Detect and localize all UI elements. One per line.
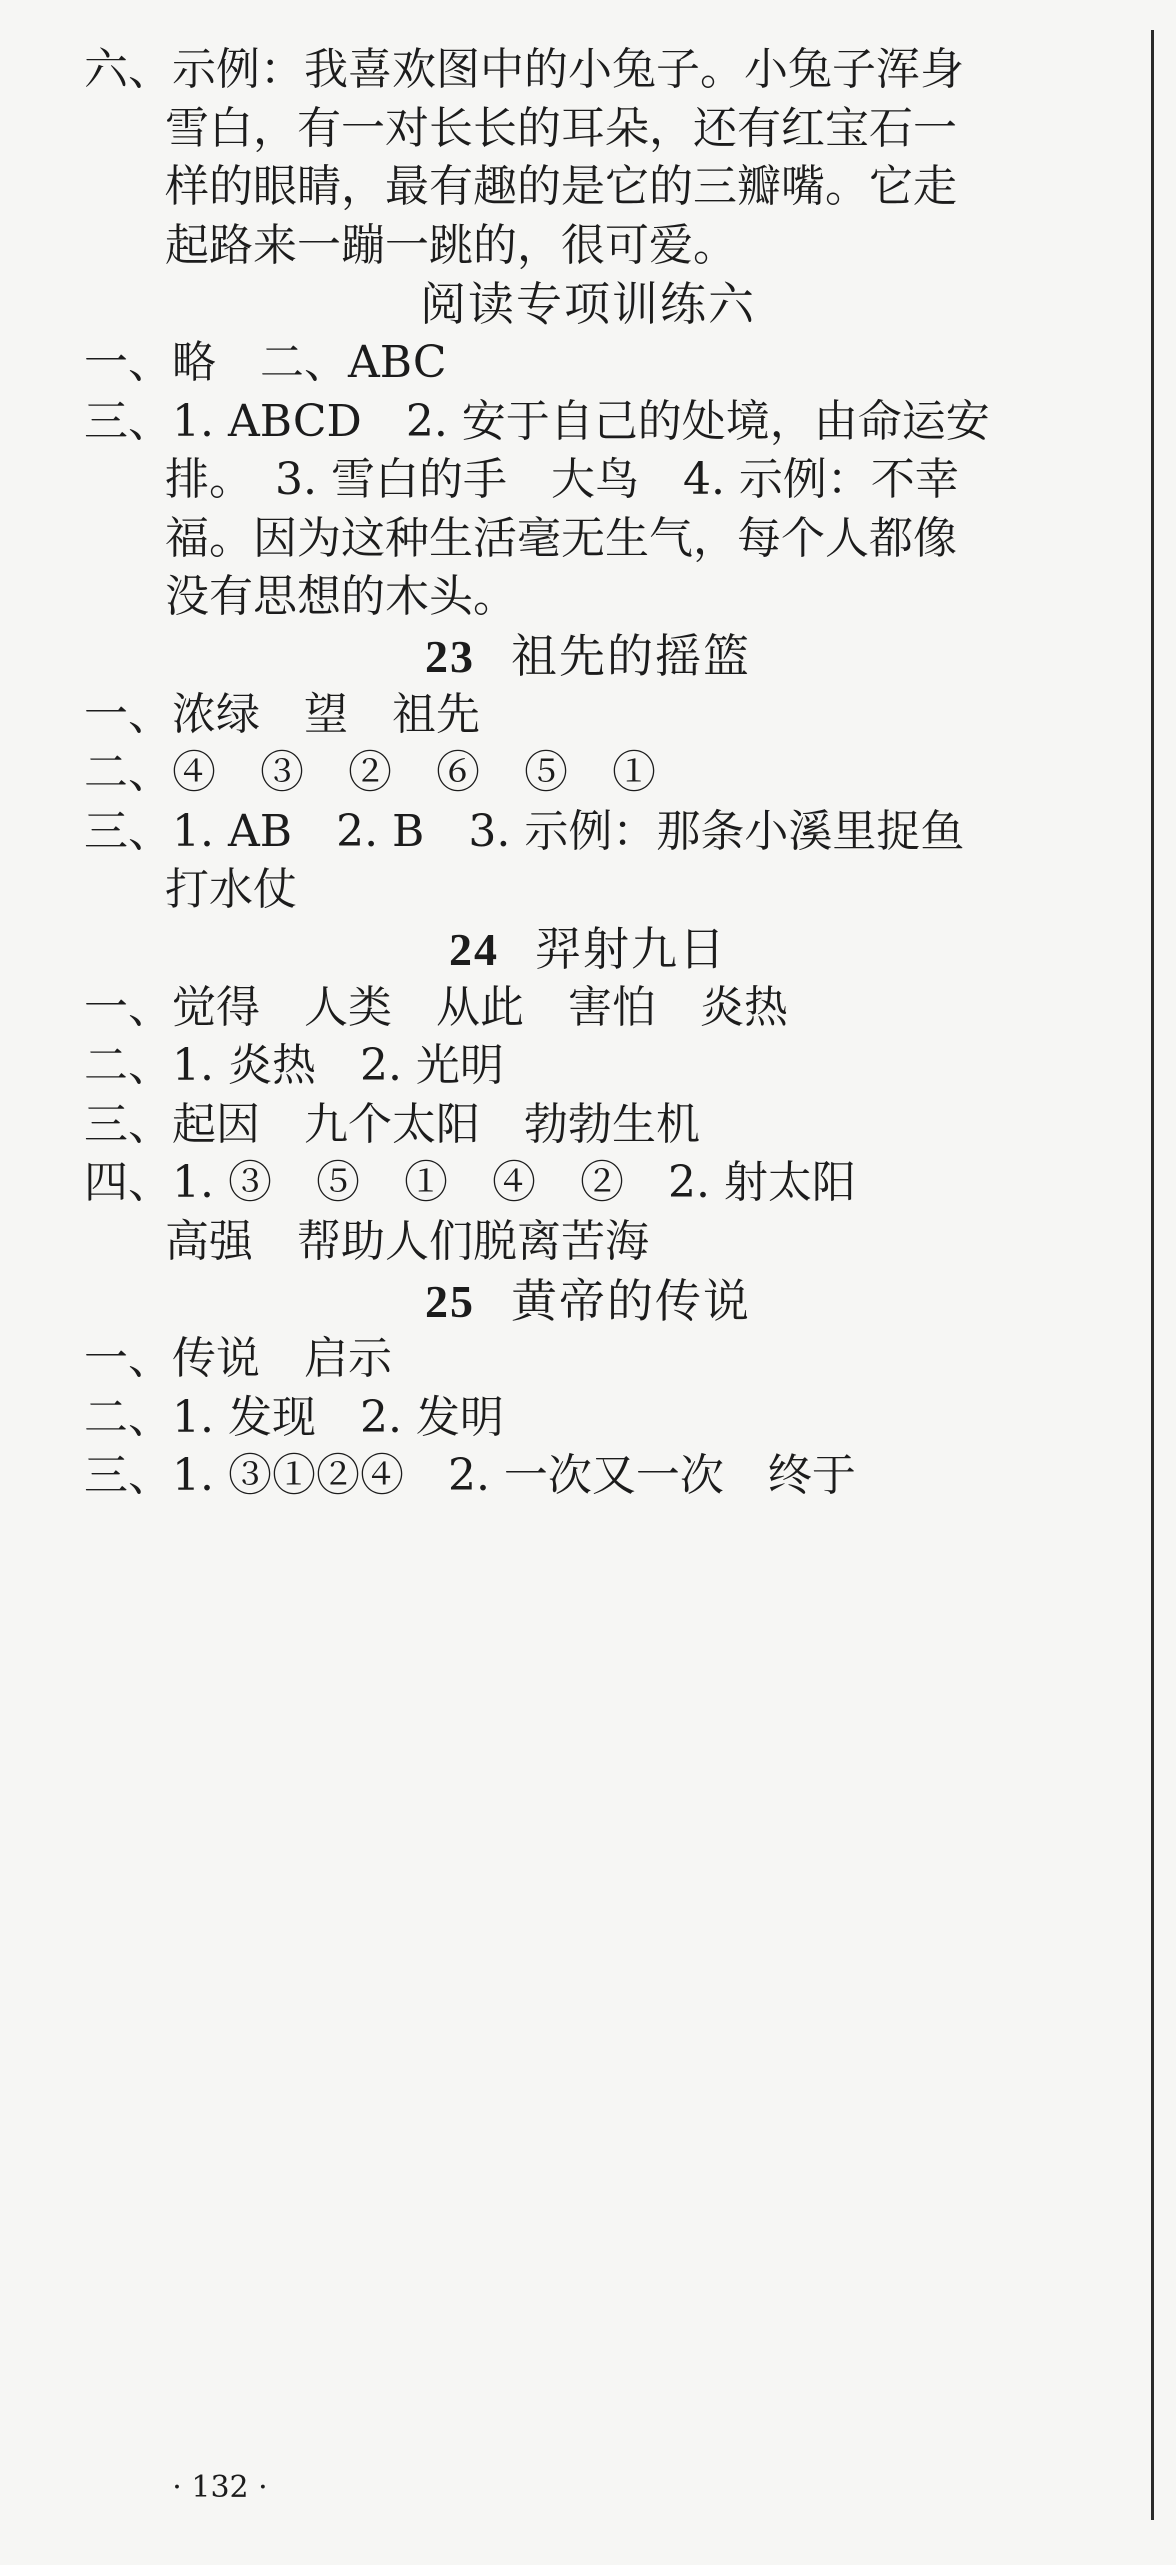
answer-line-continued: 打水仗 [165,864,297,915]
answer-line: 三、1. ③①②④ 2. 一次又一次 终于 [84,1450,856,1501]
answer-line: 六、示例：我喜欢图中的小兔子。小兔子浑身 [84,44,964,95]
page-number: · 132 · [172,2470,268,2505]
answer-line-continued: 样的眼睛，最有趣的是它的三瓣嘴。它走 [165,161,957,212]
section-title: 阅读专项训练六 [420,277,756,331]
answer-line-continued: 起路来一蹦一跳的，很可爱。 [165,220,737,271]
answer-line-continued: 排。 3. 雪白的手 大鸟 4. 示例：不幸 [165,454,959,505]
answer-line-continued: 没有思想的木头。 [165,571,517,622]
section-number: 24 [449,924,499,975]
answer-line: 三、1. ABCD 2. 安于自己的处境，由命运安 [84,396,990,447]
answer-line: 三、1. AB 2. B 3. 示例：那条小溪里捉鱼 [84,806,965,857]
answer-line: 一、觉得 人类 从此 害怕 炎热 [84,982,788,1033]
answer-line: 二、④ ③ ② ⑥ ⑤ ① [84,747,656,798]
answer-line: 二、1. 发现 2. 发明 [84,1392,504,1443]
answer-line-continued: 福。因为这种生活毫无生气，每个人都像 [165,513,957,564]
section-title: 黄帝的传说 [511,1274,751,1328]
answer-line: 一、传说 启示 [84,1333,392,1384]
section-number: 23 [425,631,475,682]
answer-line: 二、1. 炎热 2. 光明 [84,1040,504,1091]
answer-line-continued: 雪白，有一对长长的耳朵，还有红宝石一 [165,103,957,154]
section-title: 羿射九日 [535,922,727,976]
section-number: 25 [425,1276,475,1327]
answer-line: 一、略 二、ABC [84,337,447,388]
answer-line-continued: 高强 帮助人们脱离苦海 [165,1216,649,1267]
answer-line: 三、起因 九个太阳 勃勃生机 [84,1099,700,1150]
answer-line: 四、1. ③ ⑤ ① ④ ② 2. 射太阳 [84,1157,856,1208]
section-title: 祖先的摇篮 [511,629,751,683]
answer-line: 一、浓绿 望 祖先 [84,689,480,740]
